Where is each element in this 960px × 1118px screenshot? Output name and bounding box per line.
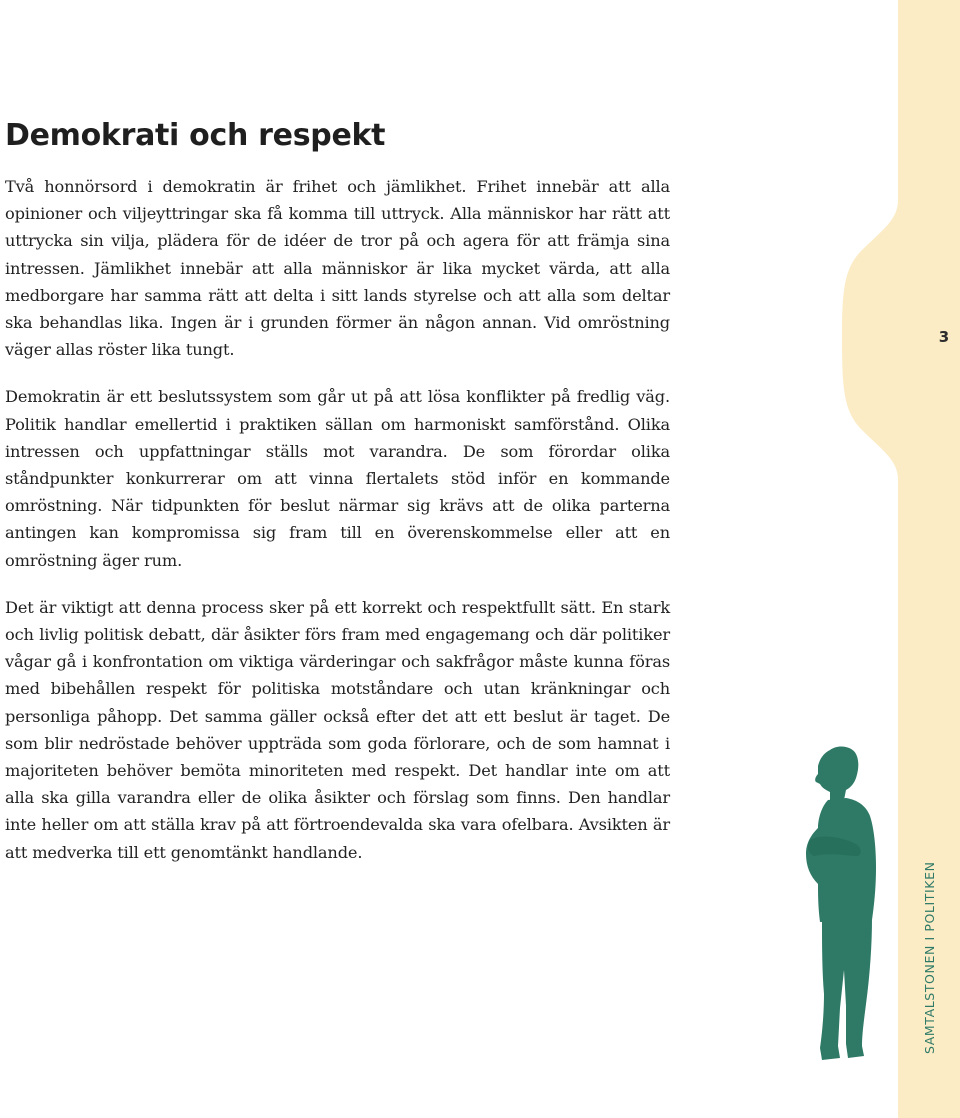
page-number: 3 bbox=[938, 328, 950, 346]
article bbox=[5, 118, 670, 886]
side-running-title: SAMTALSTONEN I POLITIKEN bbox=[922, 861, 937, 1054]
standing-man-silhouette-icon bbox=[800, 744, 880, 1060]
paragraph-1: Två honnörsord i demokratin är frihet och jämlikhet. Frihet innebär att alla opinioner och viljeyttringar ska få komma till uttryck. Alla människor har rätt att uttrycka sin vilja, plädera för de idéer de tror på och agera för att främja sina intressen. Jämlikhet innebär att alla människor är lika mycket värda, att alla medborgare har samma rätt att delta i sitt lands styrelse och att alla som deltar ska behandlas lika. Ingen är i grunden förmer än någon annan. Vid omröstning väger allas röster lika tungt. bbox=[5, 177, 670, 360]
paragraph-3: Det är viktigt att denna process sker på ett korrekt och respektfullt sätt. En stark och livlig politisk debatt, där åsikter förs fram med engagemang och där politiker vågar gå i konfrontation om viktiga värderingar och sakfrågor måste kunna föras med bibehållen respekt för politiska motståndare och utan kränkningar och personliga påhopp. Det samma gäller också efter det att ett beslut är taget. De som blir nedröstade behöver uppträda som goda förlorare, och de som hamnat i majoriteten behöver bemöta minoriteten med respekt. Det handlar inte om att alla ska gilla varandra eller de olika åsikter och förslag som finns. Den handlar inte heller om att ställa krav på att förtroendevalda ska vara ofelbara. Avsikten är att medverka till ett genomtänkt handlande. bbox=[5, 597, 670, 862]
paragraph-2: Demokratin är ett beslutssystem som går ut på att lösa konflikter på fredlig väg. Politik handlar emellertid i praktiken sällan om harmoniskt samförstånd. Olika intressen och uppfattningar ställs mot varandra. De som förordar olika ståndpunkter konkurrerar om att vinna flertalets stöd inför en kommande omröstning. När tidpunkten för beslut närmar sig krävs att de olika parterna antingen kan kompromissa sig fram till en överenskommelse eller att en omröstning äger rum. bbox=[5, 387, 670, 570]
page-title: Demokrati och respekt bbox=[5, 118, 386, 153]
